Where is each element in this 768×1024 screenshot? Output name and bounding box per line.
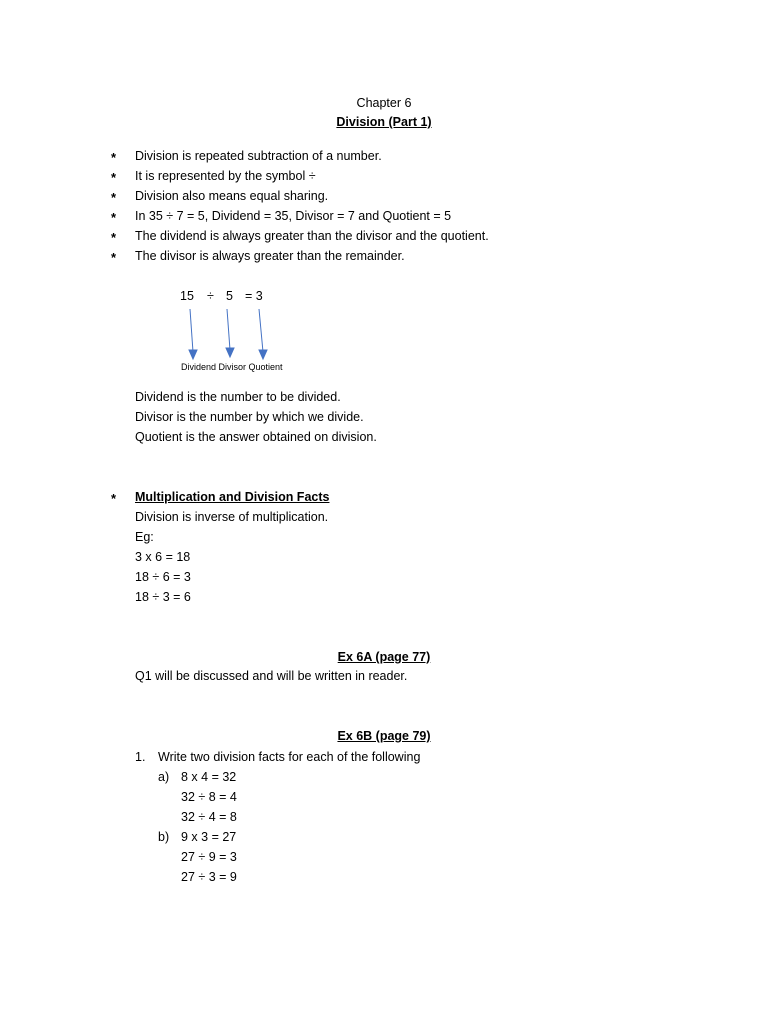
diagram-divisor: 5 — [226, 289, 233, 303]
question-text: Write two division facts for each of the following — [158, 750, 421, 764]
part-line: 32 ÷ 8 = 4 — [181, 790, 237, 804]
diagram-result: = 3 — [245, 289, 263, 303]
diagram-dividend: 15 — [180, 289, 194, 303]
part-line: 8 x 4 = 32 — [181, 770, 237, 784]
part-line: 9 x 3 = 27 — [181, 830, 237, 844]
bullet-marker: * — [111, 230, 117, 245]
facts-heading: Multiplication and Division Facts — [135, 490, 330, 504]
part-line: 27 ÷ 9 = 3 — [181, 850, 237, 864]
fact-line: 18 ÷ 3 = 6 — [135, 590, 191, 604]
part-line: 32 ÷ 4 = 8 — [181, 810, 237, 824]
question-number: 1. — [135, 750, 146, 764]
bullet-marker: * — [111, 190, 117, 205]
arrow-dividend-head — [189, 350, 197, 359]
bullet-text: The dividend is always greater than the divisor and the quotient. — [135, 229, 489, 243]
arrow-divisor-head — [226, 348, 234, 357]
page-title: Division (Part 1) — [336, 115, 432, 129]
fact-line: 3 x 6 = 18 — [135, 550, 191, 564]
ex6a-heading: Ex 6A (page 77) — [337, 650, 431, 664]
definition-dividend: Dividend is the number to be divided. — [135, 390, 341, 404]
bullet-marker: * — [111, 170, 117, 185]
bullet-marker: * — [111, 150, 117, 165]
fact-line: 18 ÷ 6 = 3 — [135, 570, 191, 584]
arrow-dividend-line — [190, 309, 193, 352]
bullet-text: The divisor is always greater than the remainder. — [135, 249, 405, 263]
definition-quotient: Quotient is the answer obtained on division. — [135, 430, 377, 444]
bullet-marker: * — [111, 210, 117, 225]
arrow-quotient-head — [259, 350, 267, 359]
chapter-label: Chapter 6 — [356, 96, 412, 110]
bullet-text: In 35 ÷ 7 = 5, Dividend = 35, Divisor = 7 and Quotient = 5 — [135, 209, 452, 223]
bullet-text: Division is repeated subtraction of a number. — [135, 149, 382, 163]
facts-intro: Division is inverse of multiplication. — [135, 510, 329, 524]
part-label: b) — [158, 830, 170, 844]
ex6a-text: Q1 will be discussed and will be written in reader. — [135, 669, 408, 683]
bullet-marker: * — [111, 491, 117, 506]
definition-divisor: Divisor is the number by which we divide. — [135, 410, 364, 424]
bullet-text: Division also means equal sharing. — [135, 189, 329, 203]
ex6b-heading: Ex 6B (page 79) — [337, 729, 431, 743]
facts-eg: Eg: — [135, 530, 154, 544]
bullet-marker: * — [111, 250, 117, 265]
arrow-quotient-line — [259, 309, 263, 352]
bullet-text: It is represented by the symbol ÷ — [135, 169, 316, 183]
diagram-operator: ÷ — [207, 289, 214, 303]
diagram-labels: Dividend Divisor Quotient — [181, 362, 283, 372]
part-label: a) — [158, 770, 170, 784]
part-line: 27 ÷ 3 = 9 — [181, 870, 237, 884]
arrow-divisor-line — [227, 309, 230, 350]
